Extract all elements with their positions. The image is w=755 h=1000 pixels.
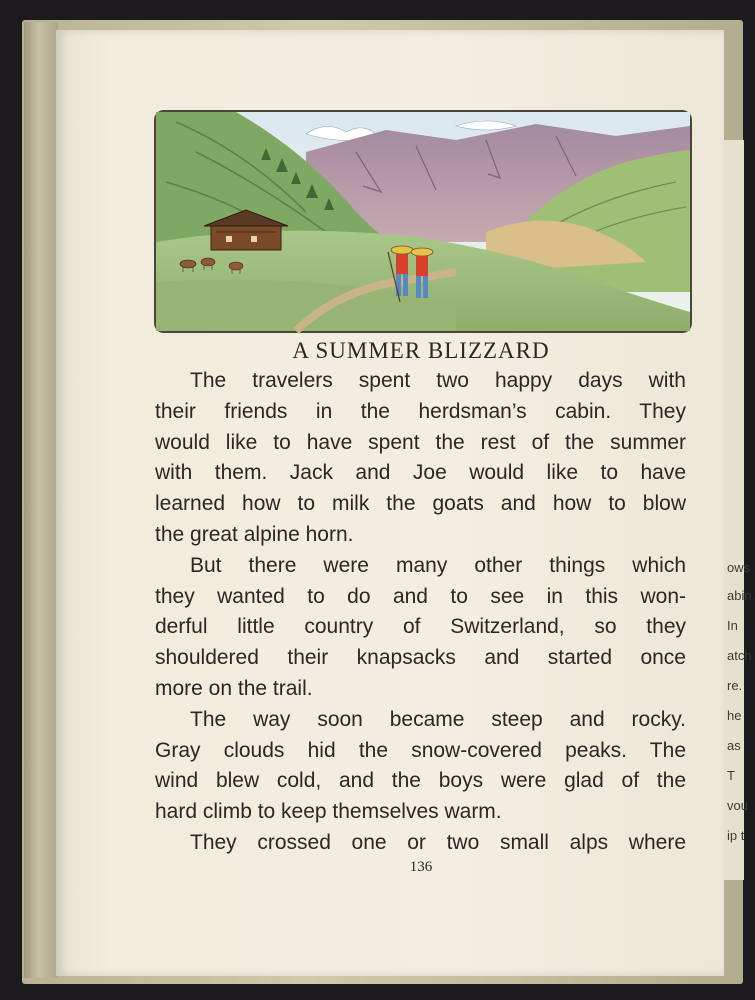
text-line: hard climb to keep themselves warm.	[155, 800, 502, 824]
chapter-title: A SUMMER BLIZZARD	[292, 338, 550, 363]
paragraph	[155, 828, 686, 859]
text-line: shouldered their knapsacks and started once	[155, 646, 686, 670]
text-line: they wanted to do and to see in this won-	[155, 584, 686, 608]
adjacent-page-fragment: atch	[727, 648, 752, 663]
text-line: But there were many other things which	[190, 553, 686, 577]
adjacent-page-fragment: abin.	[727, 588, 755, 603]
adjacent-page-fragment: ows	[727, 560, 751, 575]
adjacent-page-fragment: T	[727, 768, 735, 783]
adjacent-page-edge	[722, 140, 755, 880]
text-line: Gray clouds hid the snow-covered peaks. The	[155, 738, 686, 762]
adjacent-page-fragment: re.	[727, 678, 743, 693]
text-line: wind blew cold, and the boys were glad of the	[155, 769, 686, 793]
text-line: learned how to milk the goats and how to blow	[155, 492, 686, 516]
text-line: The way soon became steep and rocky.	[190, 707, 686, 731]
text-line: They crossed one or two small alps where	[190, 830, 686, 854]
text-line: The travelers spent two happy days with	[190, 369, 686, 392]
adjacent-page-fragment: he	[727, 708, 742, 723]
adjacent-page-fragment: vou	[727, 798, 748, 813]
body-text	[155, 366, 686, 859]
adjacent-page-fragment: ip t	[727, 828, 745, 843]
adjacent-page-fragment: In	[727, 618, 738, 633]
text-line: derful little country of Switzerland, so they	[155, 615, 686, 639]
text-line: would like to have spent the rest of the summer	[155, 430, 686, 454]
text-line: their friends in the herdsman’s cabin. They	[155, 399, 686, 423]
text-line: with them. Jack and Joe would like to have	[155, 461, 686, 485]
paragraph	[155, 551, 686, 705]
page-number: 136	[409, 859, 433, 875]
alpine-landscape-illustration	[154, 110, 692, 333]
paragraph	[155, 705, 686, 828]
book-spine-edge	[24, 22, 58, 978]
text-line: the great alpine horn.	[155, 522, 354, 546]
adjacent-page-fragment: as	[727, 738, 741, 753]
text-line: more on the trail.	[155, 676, 313, 700]
paragraph	[155, 366, 686, 551]
